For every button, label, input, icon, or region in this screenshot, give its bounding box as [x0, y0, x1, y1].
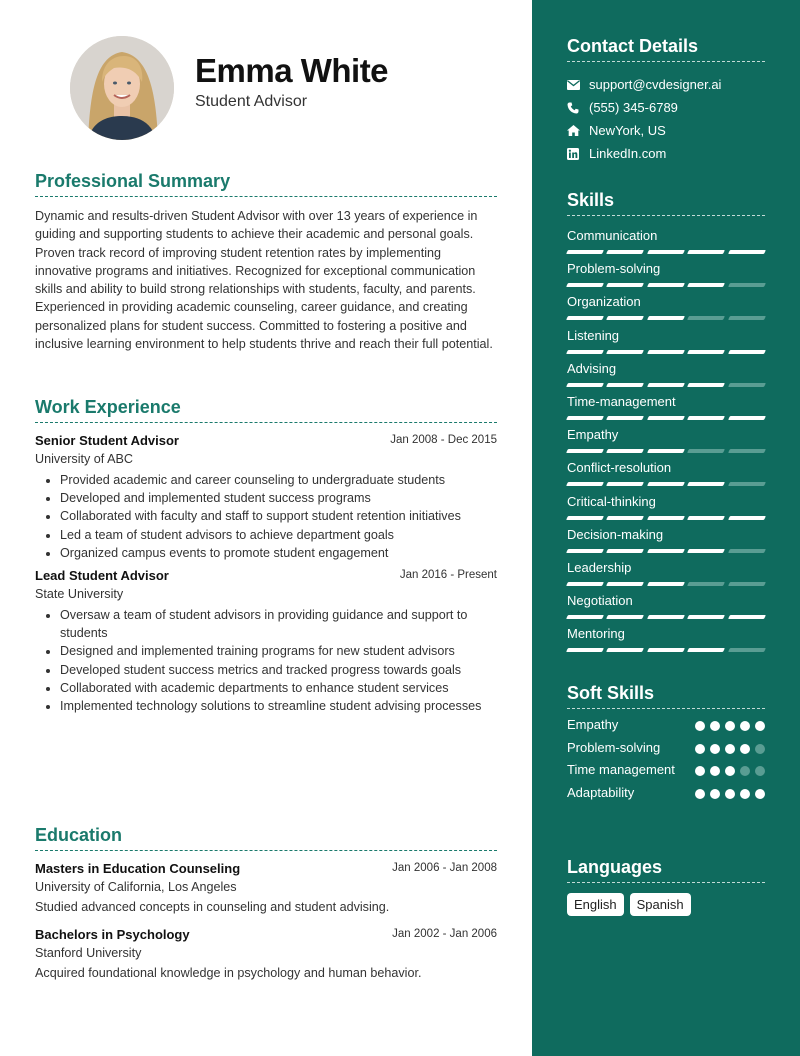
contact-text[interactable]: (555) 345-6789: [589, 100, 678, 115]
skill-level-segment: [566, 648, 604, 652]
skill-level-segment: [606, 383, 644, 387]
skill-item: [567, 290, 765, 323]
job-bullet: • Led a team of student advisors to achieve department goals: [60, 526, 497, 544]
job-entry: [35, 433, 497, 562]
soft-skill-rating: [695, 784, 765, 803]
soft-skill-item: [567, 716, 765, 735]
education-description: Studied advanced concepts in counseling and student advising.: [35, 900, 390, 914]
rating-dot: [695, 721, 705, 731]
rating-dot: [740, 721, 750, 731]
rating-dot: [710, 789, 720, 799]
skill-level-segment: [606, 449, 644, 453]
skill-level-segment: [606, 549, 644, 553]
degree-title: Bachelors in Psychology: [35, 927, 190, 942]
skill-level-segment: [687, 316, 725, 320]
job-bullet: • Collaborated with academic departments to enhance student services: [60, 679, 497, 697]
soft-skill-rating: [695, 716, 765, 735]
skill-level-segment: [728, 416, 766, 420]
education-header: [35, 927, 497, 945]
job-organization: University of ABC: [35, 452, 133, 466]
rating-dot: [695, 744, 705, 754]
skill-level-bar: [567, 516, 765, 520]
linkedin-icon: [567, 148, 589, 160]
skill-level-segment: [728, 449, 766, 453]
education-entry: [35, 861, 497, 914]
degree-title: Masters in Education Counseling: [35, 861, 241, 876]
skill-level-segment: [566, 283, 604, 287]
soft-skills-section: [567, 683, 765, 802]
skill-level-segment: [647, 283, 685, 287]
rating-dot: [710, 744, 720, 754]
education-header: [35, 861, 497, 879]
soft-skill-item: [567, 784, 765, 803]
avatar: [70, 36, 174, 140]
job-dates: Jan 2016 - Present: [399, 569, 497, 582]
sidebar: [532, 0, 800, 1056]
skill-level-segment: [606, 350, 644, 354]
skill-level-segment: [687, 615, 725, 619]
skill-level-segment: [728, 615, 766, 619]
skill-level-segment: [566, 482, 604, 486]
contact-text[interactable]: LinkedIn.com: [589, 146, 667, 161]
candidate-name: Emma White: [195, 52, 389, 89]
skill-level-bar: [567, 648, 765, 652]
skill-level-segment: [606, 516, 644, 520]
skill-level-bar: [567, 383, 765, 387]
job-bullet: • Implemented technology solutions to streamline student advising processes: [60, 697, 497, 715]
skill-level-segment: [687, 350, 725, 354]
skill-level-bar: [567, 482, 765, 486]
skill-level-segment: [606, 283, 644, 287]
school-name: Stanford University: [35, 946, 142, 960]
skill-level-bar: [567, 350, 765, 354]
skill-level-segment: [647, 383, 685, 387]
candidate-role: Student Advisor: [195, 93, 308, 110]
rating-dot: [740, 766, 750, 776]
skill-item: [567, 257, 765, 290]
skill-level-segment: [687, 449, 725, 453]
skill-level-segment: [606, 316, 644, 320]
skill-name: Organization: [567, 294, 641, 310]
skill-level-segment: [647, 416, 685, 420]
skill-level-segment: [728, 549, 766, 553]
skill-name: Listening: [567, 327, 620, 343]
skill-level-bar: [567, 316, 765, 320]
soft-skill-rating: [695, 761, 765, 780]
skill-item: [567, 357, 765, 390]
job-bullet: • Designed and implemented training programs for new student advisors: [60, 642, 497, 660]
skill-level-segment: [647, 516, 685, 520]
skill-item: [567, 423, 765, 456]
skill-level-segment: [687, 482, 725, 486]
phone-icon: [567, 102, 589, 114]
skill-level-segment: [606, 482, 644, 486]
language-badge: English: [567, 893, 624, 916]
skill-item: [567, 390, 765, 423]
skill-level-segment: [647, 250, 685, 254]
skill-item: [567, 490, 765, 523]
skill-level-segment: [728, 516, 766, 520]
skill-level-segment: [687, 516, 725, 520]
skill-level-segment: [566, 416, 604, 420]
resume-header: [35, 0, 497, 160]
skill-level-segment: [606, 648, 644, 652]
skill-list: [567, 224, 765, 655]
languages-section: [567, 857, 765, 916]
section-title: Professional Summary: [35, 171, 497, 197]
skill-level-bar: [567, 615, 765, 619]
contact-text: NewYork, US: [589, 123, 666, 138]
soft-skill-item: [567, 739, 765, 758]
skill-level-segment: [606, 250, 644, 254]
education-dates: Jan 2002 - Jan 2006: [392, 928, 497, 940]
education-section: [35, 825, 497, 980]
skill-level-bar: [567, 416, 765, 420]
skill-level-segment: [566, 516, 604, 520]
skill-level-segment: [687, 648, 725, 652]
skill-level-segment: [728, 648, 766, 652]
rating-dot: [725, 721, 735, 731]
skill-level-segment: [687, 383, 725, 387]
rating-dot: [695, 766, 705, 776]
skill-level-segment: [687, 250, 725, 254]
skills-section: [567, 190, 765, 655]
skill-item: [567, 324, 765, 357]
skill-level-segment: [647, 648, 685, 652]
skill-level-segment: [566, 582, 604, 586]
rating-dot: [755, 744, 765, 754]
job-header: [35, 433, 497, 451]
contact-text[interactable]: support@cvdesigner.ai: [589, 77, 722, 92]
language-list: [567, 893, 765, 916]
skill-level-segment: [728, 383, 766, 387]
job-bullet: • Provided academic and career counseling to undergraduate students: [60, 471, 497, 489]
job-header: [35, 568, 497, 586]
skill-item: [567, 589, 765, 622]
job-dates: Jan 2008 - Dec 2015: [390, 434, 497, 446]
contact-list: [567, 73, 765, 165]
skill-name: Decision-making: [567, 526, 664, 542]
skill-level-segment: [606, 615, 644, 619]
skill-level-segment: [566, 250, 604, 254]
skill-level-segment: [647, 350, 685, 354]
skill-level-segment: [566, 615, 604, 619]
skill-level-segment: [606, 582, 644, 586]
section-title: Work Experience: [35, 397, 497, 423]
skill-name: Advising: [567, 360, 617, 376]
rating-dot: [725, 789, 735, 799]
skill-item: [567, 523, 765, 556]
school-name: University of California, Los Angeles: [35, 880, 237, 894]
skill-level-segment: [647, 549, 685, 553]
job-bullet: • Organized campus events to promote student engagement: [60, 544, 497, 562]
portrait-image: [70, 36, 174, 140]
skill-level-segment: [566, 549, 604, 553]
skill-level-segment: [566, 350, 604, 354]
skill-level-bar: [567, 283, 765, 287]
skill-item: [567, 556, 765, 589]
skill-item: [567, 224, 765, 257]
skill-name: Mentoring: [567, 626, 625, 642]
skill-name: Problem-solving: [567, 261, 661, 277]
section-title: Skills: [567, 190, 765, 216]
envelope-icon: [567, 80, 589, 90]
professional-summary-section: [35, 171, 497, 353]
skill-name: Time-management: [567, 393, 676, 409]
job-title: Lead Student Advisor: [35, 568, 169, 584]
job-bullet: • Collaborated with faculty and staff to support student retention initiatives: [60, 507, 497, 525]
skill-level-segment: [647, 316, 685, 320]
section-title: Education: [35, 825, 497, 851]
skill-level-bar: [567, 582, 765, 586]
contact-phone: [567, 96, 765, 119]
skill-level-segment: [728, 283, 766, 287]
job-bullets: [35, 471, 497, 562]
skill-level-segment: [647, 615, 685, 619]
education-dates: Jan 2006 - Jan 2008: [392, 862, 497, 874]
education-description: Acquired foundational knowledge in psychology and human behavior.: [35, 966, 422, 980]
skill-name: Communication: [567, 228, 658, 243]
job-bullets: [35, 606, 497, 715]
home-icon: [567, 125, 589, 136]
rating-dot: [755, 766, 765, 776]
skill-level-segment: [566, 449, 604, 453]
soft-skill-rating: [695, 739, 765, 758]
rating-dot: [710, 766, 720, 776]
rating-dot: [755, 789, 765, 799]
skill-level-segment: [728, 350, 766, 354]
rating-dot: [740, 744, 750, 754]
skill-level-segment: [728, 316, 766, 320]
skill-level-segment: [687, 582, 725, 586]
skill-level-segment: [647, 482, 685, 486]
rating-dot: [725, 766, 735, 776]
skill-name: Critical-thinking: [567, 493, 656, 509]
skill-level-bar: [567, 250, 765, 254]
skill-level-segment: [606, 416, 644, 420]
job-title: Senior Student Advisor: [35, 433, 179, 448]
skill-name: Negotiation: [567, 593, 633, 609]
rating-dot: [710, 721, 720, 731]
skill-level-segment: [687, 549, 725, 553]
job-organization: State University: [35, 587, 124, 602]
skill-item: [567, 622, 765, 655]
contact-linkedin: [567, 142, 765, 165]
skill-level-bar: [567, 449, 765, 453]
skill-name: Empathy: [567, 427, 619, 443]
job-bullet: • Developed student success metrics and tracked progress towards goals: [60, 661, 497, 679]
contact-location: [567, 119, 765, 142]
section-title: Languages: [567, 857, 765, 883]
job-entry: [35, 568, 497, 715]
rating-dot: [725, 744, 735, 754]
skill-level-segment: [728, 250, 766, 254]
education-entry: [35, 927, 497, 980]
section-title: Contact Details: [567, 36, 765, 62]
soft-skill-name: Problem-solving: [567, 739, 661, 755]
skill-level-segment: [566, 316, 604, 320]
skill-name: Leadership: [567, 559, 632, 575]
soft-skill-name: Time management: [567, 762, 675, 777]
language-badge: Spanish: [630, 893, 691, 916]
skill-level-segment: [566, 383, 604, 387]
rating-dot: [755, 721, 765, 731]
rating-dot: [695, 789, 705, 799]
skill-level-segment: [687, 416, 725, 420]
section-title: Soft Skills: [567, 683, 765, 709]
job-bullet: • Oversaw a team of student advisors in providing guidance and support to students: [60, 606, 497, 642]
job-bullet: • Developed and implemented student success programs: [60, 489, 497, 507]
skill-item: [567, 456, 765, 489]
skill-level-segment: [728, 582, 766, 586]
skill-level-segment: [647, 449, 685, 453]
soft-skill-name: Adaptability: [567, 784, 635, 800]
contact-section: [567, 36, 765, 165]
soft-skill-name: Empathy: [567, 717, 619, 732]
skill-name: Conflict-resolution: [567, 460, 672, 476]
skill-level-segment: [687, 283, 725, 287]
skill-level-bar: [567, 549, 765, 553]
soft-skill-list: [567, 716, 765, 802]
contact-email: [567, 73, 765, 96]
soft-skill-item: [567, 761, 765, 780]
work-experience-section: [35, 397, 497, 715]
skill-level-segment: [728, 482, 766, 486]
rating-dot: [740, 789, 750, 799]
summary-text: Dynamic and results-driven Student Advisor with over 13 years of experience in guiding and supporting students to achieve their academic and personal goals. Proven track record of improving student retention rates by implementing innovative programs and initiatives. Recognized for exceptional communication skills and ability to build strong relationships with students, faculty, and parents. Experienced in providing academic counseling, career guidance, and creating personalized plans for student success. Committed to fostering a positive and inclusive learning environment to help students thrive and reach their full potential.: [35, 209, 493, 352]
skill-level-segment: [647, 582, 685, 586]
